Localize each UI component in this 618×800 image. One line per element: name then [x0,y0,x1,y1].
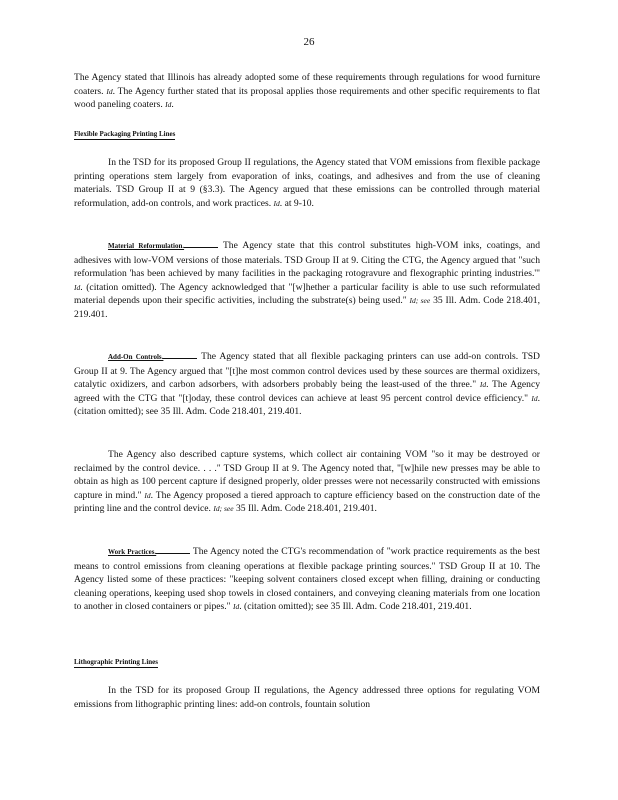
section-heading-lithographic: Lithographic Printing Lines [74,658,159,666]
citation-id: Id [531,393,538,403]
subheading-add-on-controls: Add-On Controls. [108,353,164,361]
subheading-material-reformulation: Material Reformulation. [108,242,185,250]
paragraph-add-on-controls: Add-On Controls. The Agency stated that all flexible packaging printers can use add-on controls. TSD Group II at 9. The Agency argued that "[t]he most common control devices used by these sources are thermal oxidizers, catalytic oxidizers, and carbon adsorbers, with adsorbers probably being the least-used of the three." Id. The Agency agreed with the CTG that "[t]oday, these control devices can achieve at least 95 percent control device efficiency." Id. (citation omitted); see 35 Ill. Adm. Code 218.401, 219.401. [74,351,541,418]
paragraph-lithographic-intro: In the TSD for its proposed Group II regulations, the Agency addressed three options for regulating VOM emissions from lithographic printing lines: add-on controls, fountain solution [74,685,540,710]
citation-id: Id [273,198,280,208]
paragraph-capture-systems: The Agency also described capture systems, which collect air containing VOM "so it may be destroyed or reclaimed by the control device. . . ." TSD Group II at 9. The Agency noted that, "[w]hile new presses may be able to obtain as high as 100 percent capture if designed properly, older presses were not necessarily constructed with emissions capture in mind." Id. The Agency proposed a tiered approach to capture efficiency based on the construction date of the printing line and the control device. Id; see 35 Ill. Adm. Code 218.401, 219.401. [74,449,540,515]
subheading-work-practices: Work Practices. [108,548,157,556]
citation-id: Id [232,602,240,612]
paragraph-wood-furniture: The Agency stated that Illinois has already adopted some of these requirements through regulations for wood furniture coaters. Id. The Agency further stated that its proposal applies those requirements and other specific requirements to flat wood paneling coaters. Id. [74,72,540,111]
paragraph-flexible-intro: In the TSD for its proposed Group II regulations, the Agency stated that VOM emissions from flexible package printing operations stem largely from evaporation of inks, coatings, and adhesives and from the use of cleaning materials. TSD Group II at 9 (§3.3). The Agency argued that these emissions can be controlled through material reformulation, add-on controls, and work practices. Id. at 9-10. [74,157,540,209]
underline-rule [163,350,197,359]
citation-id: Id [409,296,416,306]
paragraph-material-reformulation: Material Reformulation. The Agency state that this control substitutes high-VOM inks, coatings, and adhesives with low-VOM versions of those materials. TSD Group II at 9. Citing the CTG, the Agency argued that "such reformulation 'has been achieved by many facilities in the packaging rotogravure and flexographic printing industries.'" Id. (citation omitted). The Agency acknowledged that "[w]hether a particular facility is able to use such reformulated material depends upon their specific activities, including the substrate(s) being used." Id; see 35 Ill. Adm. Code 218.401, 219.401. [74,240,540,320]
citation-id: Id [106,86,113,96]
citation-id: Id [213,504,220,514]
citation-id: Id [74,282,81,292]
page-number: 26 [303,36,315,48]
citation-id: Id [479,380,487,390]
underline-rule [156,545,190,554]
paragraph-work-practices: Work Practices. The Agency noted the CTG's recommendation of "work practice requirements as the best means to control emissions from cleaning operations at flexible package printing sources." TSD Group II at 10. The Agency listed some of these practices: "keeping solvent containers closed except when filling, draining or conducting cleaning operations, keeping used shop towels in closed containers, and conveying cleaning materials from one location to another in closed containers or pipes." Id. (citation omitted); see 35 Ill. Adm. Code 218.401, 219.401. [74,546,540,613]
section-heading-flexible-packaging: Flexible Packaging Printing Lines [74,130,176,138]
underline-rule [184,239,218,248]
citation-id: Id [165,100,172,110]
citation-id: Id [144,490,151,500]
